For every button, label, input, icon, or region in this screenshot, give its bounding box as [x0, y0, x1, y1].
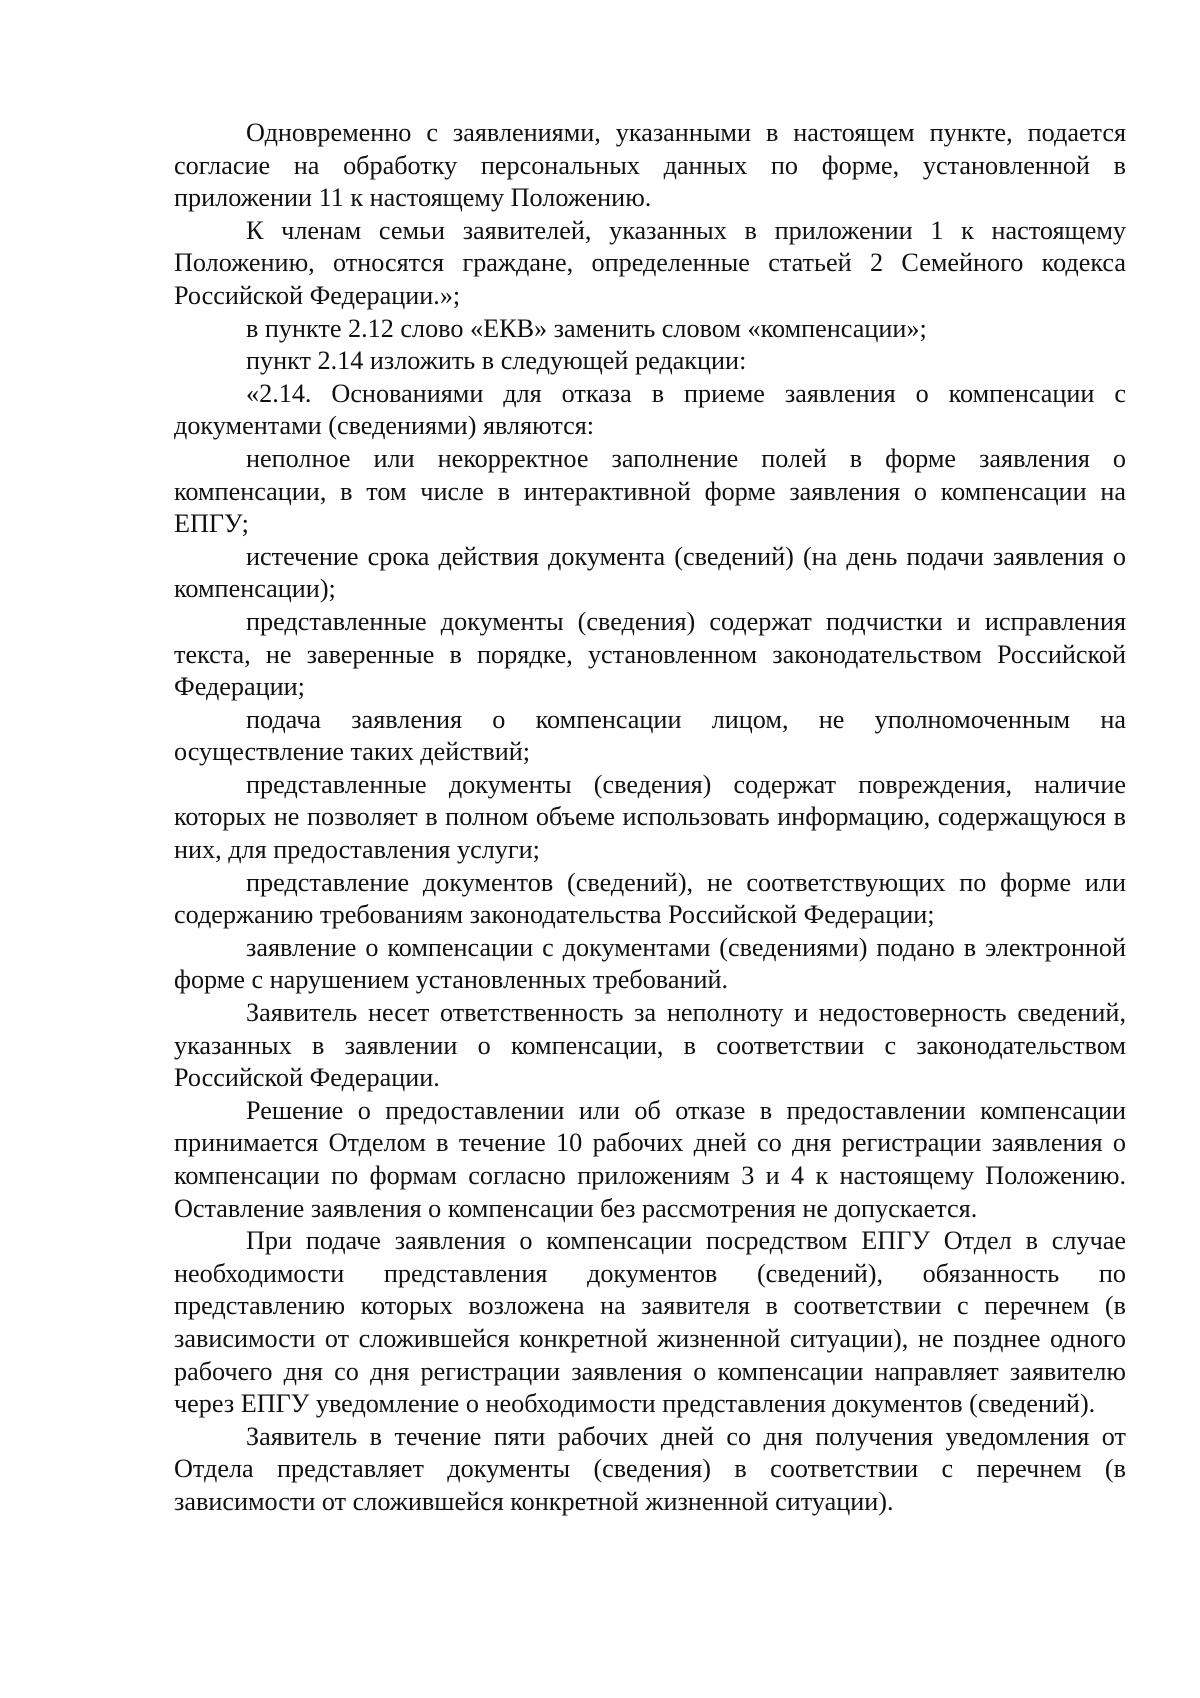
paragraph-ground-expired: истечение срока действия документа (сведений) (на день подачи заявления о компенсации); — [174, 541, 1126, 604]
paragraph-ground-electronic: заявление о компенсации с документами (сведениями) подано в электронной форме с нарушением установленных требований. — [174, 932, 1126, 995]
paragraph-item-2-12: в пункте 2.12 слово «ЕКВ» заменить словом «компенсации»; — [246, 313, 927, 343]
paragraph-ground-unauthorized: подача заявления о компенсации лицом, не уполномоченным на осуществление таких действий; — [174, 704, 1126, 767]
document-page — [174, 117, 1126, 1519]
paragraph-decision: Решение о предоставлении или об отказе в предоставлении компенсации принимается Отделом в течение 10 рабочих дней со дня регистрации заявления о компенсации по формам согласно приложениям 3 и 4 к настоящему Положению. Оставление заявления о компенсации без рассмотрения не допускается. — [174, 1095, 1126, 1223]
paragraph-item-2-14-intro: пункт 2.14 изложить в следующей редакции: — [246, 346, 747, 376]
paragraph-consent: Одновременно с заявлениями, указанными в настоящем пункте, подается согласие на обработку персональных данных по форме, установленной в приложении 11 к настоящему Положению. — [174, 118, 1126, 213]
paragraph-family-members: К членам семьи заявителей, указанных в приложении 1 к настоящему Положению, относятся граждане, определенные статьей 2 Семейного кодекса Российской Федерации.»; — [174, 215, 1126, 310]
paragraph-ground-damaged: представленные документы (сведения) содержат повреждения, наличие которых не позволяет в полном объеме использовать информацию, содержащуюся в них, для предоставления услуги; — [174, 769, 1126, 865]
paragraph-applicant-deadline: Заявитель в течение пяти рабочих дней со дня получения уведомления от Отдела представляет документы (сведения) в соответствии с перечнем (в зависимости от сложившейся конкретной жизненной ситуации). — [174, 1421, 1126, 1516]
paragraph-ground-incomplete: неполное или некорректное заполнение полей в форме заявления о компенсации, в том числе в интерактивной форме заявления о компенсации на ЕПГУ; — [174, 443, 1126, 539]
paragraph-ground-corrections: представленные документы (сведения) содержат подчистки и исправления текста, не заверенные в порядке, установленном законодательством Российской Федерации; — [174, 606, 1126, 702]
paragraph-epgu-notification: При подаче заявления о компенсации посредством ЕПГУ Отдел в случае необходимости представления документов (сведений), обязанность по представлению которых возложена на заявителя в соответствии с перечнем (в зависимости от сложившейся конкретной жизненной ситуации), не позднее одного рабочего дня со дня регистрации заявления о компенсации направляет заявителю через ЕПГУ уведомление о необходимости представления документов (сведений). — [174, 1226, 1126, 1419]
paragraph-responsibility: Заявитель несет ответственность за неполноту и недостоверность сведений, указанных в заявлении о компенсации, в соответствии с законодательством Российской Федерации. — [174, 998, 1126, 1093]
paragraph-ground-nonconforming: представление документов (сведений), не соответствующих по форме или содержанию требованиям законодательства Российской Федерации; — [174, 867, 1126, 930]
paragraph-item-2-14: «2.14. Основаниями для отказа в приеме заявления о компенсации с документами (сведениями) являются: — [174, 378, 1126, 441]
